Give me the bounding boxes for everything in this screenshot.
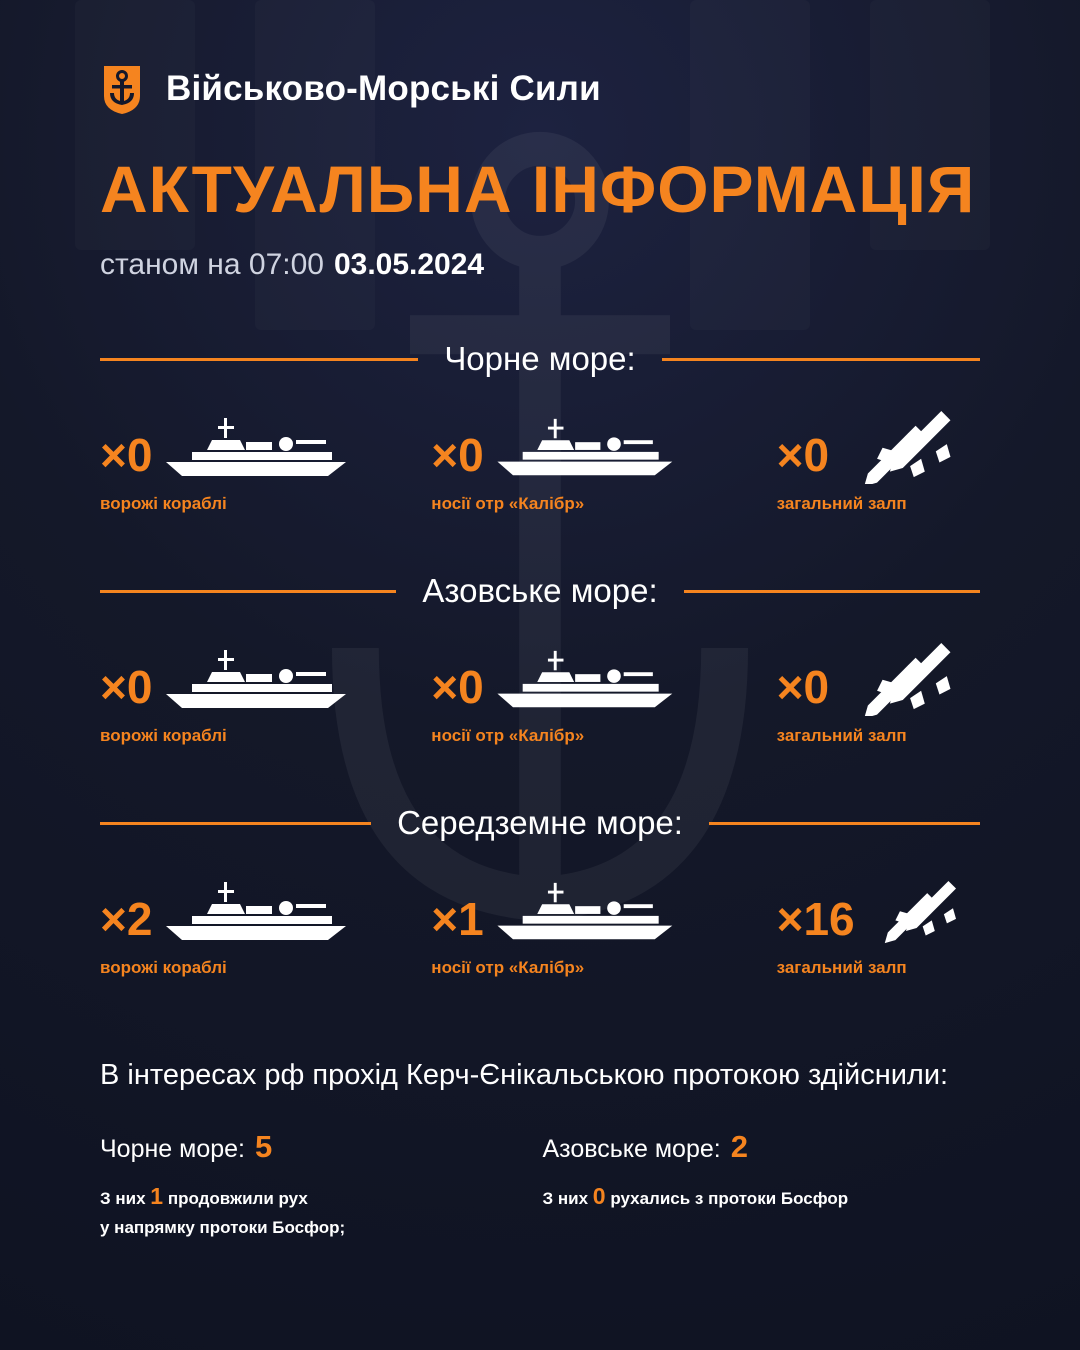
footer-column-heading: [100, 1129, 538, 1165]
stat-label: загальний залп: [776, 726, 907, 745]
stat-total-salvo: [687, 868, 980, 978]
section-black-sea: [100, 340, 980, 514]
warship-icon: [146, 412, 361, 484]
brand-header: [100, 0, 980, 116]
footer-column-black-sea: [100, 1129, 538, 1241]
footer-column-detail: [100, 1179, 538, 1241]
section-heading: [100, 804, 980, 842]
detail-number: 0: [592, 1183, 606, 1210]
status-date: 03.05.2024: [333, 248, 485, 281]
section-title: Чорне море:: [444, 340, 636, 377]
stat-label: ворожі кораблі: [100, 726, 227, 745]
footer-column-name: Азовське море:: [542, 1135, 721, 1164]
status-prefix: станом на 07:00: [100, 248, 324, 281]
footer-column-value: 2: [730, 1129, 748, 1165]
footer-column-name: Чорне море:: [100, 1135, 245, 1164]
footer-column-detail: [543, 1179, 981, 1215]
stat-count: ×0: [100, 661, 153, 713]
divider-left: [100, 590, 396, 593]
stats-row: [100, 636, 980, 746]
stat-label: носії отр «Калібр»: [431, 726, 585, 745]
detail-suffix: рухались з протоки Босфор: [610, 1189, 849, 1209]
footer-column-heading: [543, 1129, 981, 1165]
stat-label: носії отр «Калібр»: [431, 494, 585, 513]
stat-total-salvo: [687, 404, 980, 514]
footer-column-value: 5: [254, 1129, 273, 1165]
stat-label: ворожі кораблі: [100, 958, 227, 977]
stat-count: ×0: [100, 429, 153, 481]
detail-number: 1: [150, 1183, 164, 1210]
stat-enemy-ships: [100, 636, 393, 746]
stat-enemy-ships: [100, 868, 393, 978]
divider-left: [100, 358, 418, 361]
brand-title: Військово-Морські Сили: [166, 69, 601, 108]
stat-count: ×1: [431, 893, 484, 945]
stat-count: ×0: [431, 429, 484, 481]
warship-icon: [478, 644, 687, 716]
divider-right: [684, 590, 980, 593]
stats-row: [100, 868, 980, 978]
stat-total-salvo: [687, 636, 980, 746]
stats-row: [100, 404, 980, 514]
warship-icon: [146, 876, 361, 948]
section-title: Середземне море:: [397, 804, 683, 841]
detail-suffix: продовжили рух: [167, 1189, 308, 1209]
stat-kalibr-carriers: [393, 868, 686, 978]
section-mediterranean-sea: [100, 804, 980, 978]
stat-kalibr-carriers: [393, 636, 686, 746]
detail-line-2: у напрямку протоки Босфор;: [100, 1217, 346, 1237]
footer-column-azov-sea: [538, 1129, 981, 1241]
divider-left: [100, 822, 371, 825]
footer-columns: [100, 1129, 980, 1241]
divider-right: [662, 358, 980, 361]
warship-icon: [478, 876, 687, 948]
stat-enemy-ships: [100, 404, 393, 514]
missiles-icon: [859, 870, 980, 948]
stat-count: ×0: [431, 661, 484, 713]
footer-title: В інтересах рф прохід Керч-Єнікальською протокою здійснили:: [100, 1059, 949, 1091]
kerch-strait-block: [100, 1056, 980, 1241]
section-azov-sea: [100, 572, 980, 746]
status-line: [100, 248, 980, 282]
stat-label: загальний залп: [776, 958, 907, 977]
detail-prefix: З них: [100, 1189, 146, 1209]
page-title: АКТУАЛЬНА ІНФОРМАЦІЯ: [100, 152, 976, 226]
section-title: Азовське море:: [422, 572, 658, 609]
warship-icon: [146, 644, 361, 716]
stat-count: ×2: [100, 893, 153, 945]
missiles-icon: [833, 406, 980, 484]
stat-count: ×0: [776, 429, 830, 481]
anchor-emblem-icon: [100, 62, 144, 116]
section-heading: [100, 572, 980, 610]
stat-count: ×16: [776, 893, 855, 945]
stat-kalibr-carriers: [393, 404, 686, 514]
section-heading: [100, 340, 980, 378]
warship-icon: [478, 412, 687, 484]
stat-label: носії отр «Калібр»: [431, 958, 585, 977]
stat-count: ×0: [776, 661, 830, 713]
detail-prefix: З них: [542, 1189, 589, 1209]
stat-label: ворожі кораблі: [100, 494, 227, 513]
stat-label: загальний залп: [776, 494, 907, 513]
divider-right: [709, 822, 980, 825]
missiles-icon: [833, 638, 980, 716]
